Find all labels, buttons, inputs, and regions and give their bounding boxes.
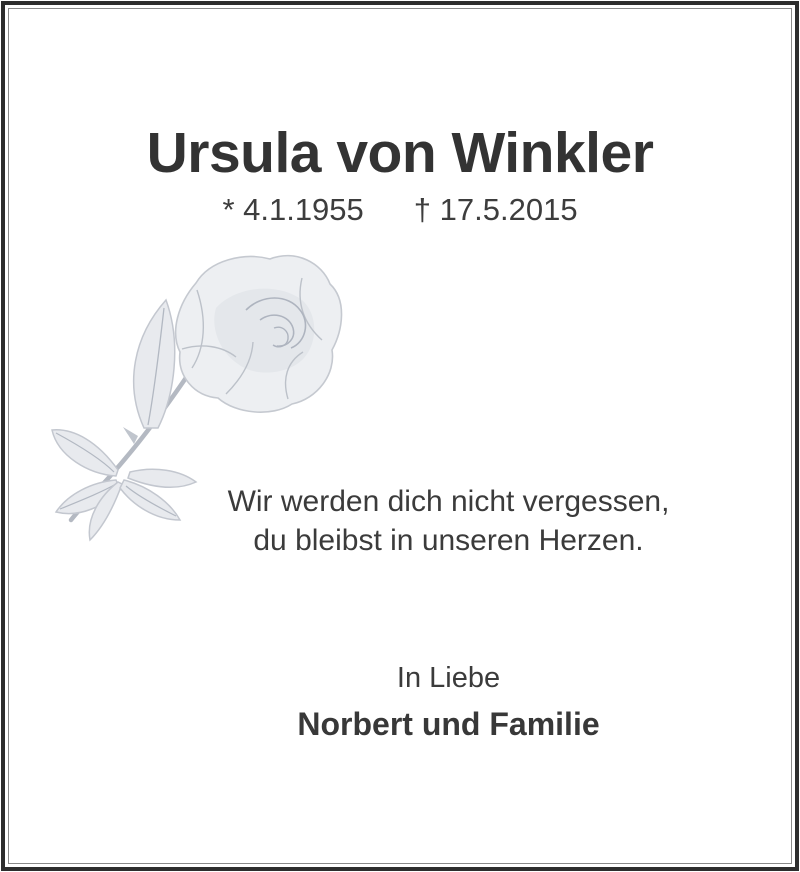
closing-phrase: In Liebe [396, 662, 501, 694]
deceased-name: Ursula von Winkler [146, 121, 654, 185]
farewell-message-line-1: Wir werden dich nicht vergessen, [227, 485, 670, 518]
birth-date: * 4.1.1955 [222, 192, 364, 227]
farewell-message-line-2: du bleibst in unseren Herzen. [253, 524, 644, 557]
life-dates [0, 192, 800, 228]
farewell-message [196, 482, 701, 560]
closing-block [196, 662, 701, 743]
signature: Norbert und Familie [297, 706, 600, 742]
death-date: † 17.5.2015 [413, 192, 578, 227]
